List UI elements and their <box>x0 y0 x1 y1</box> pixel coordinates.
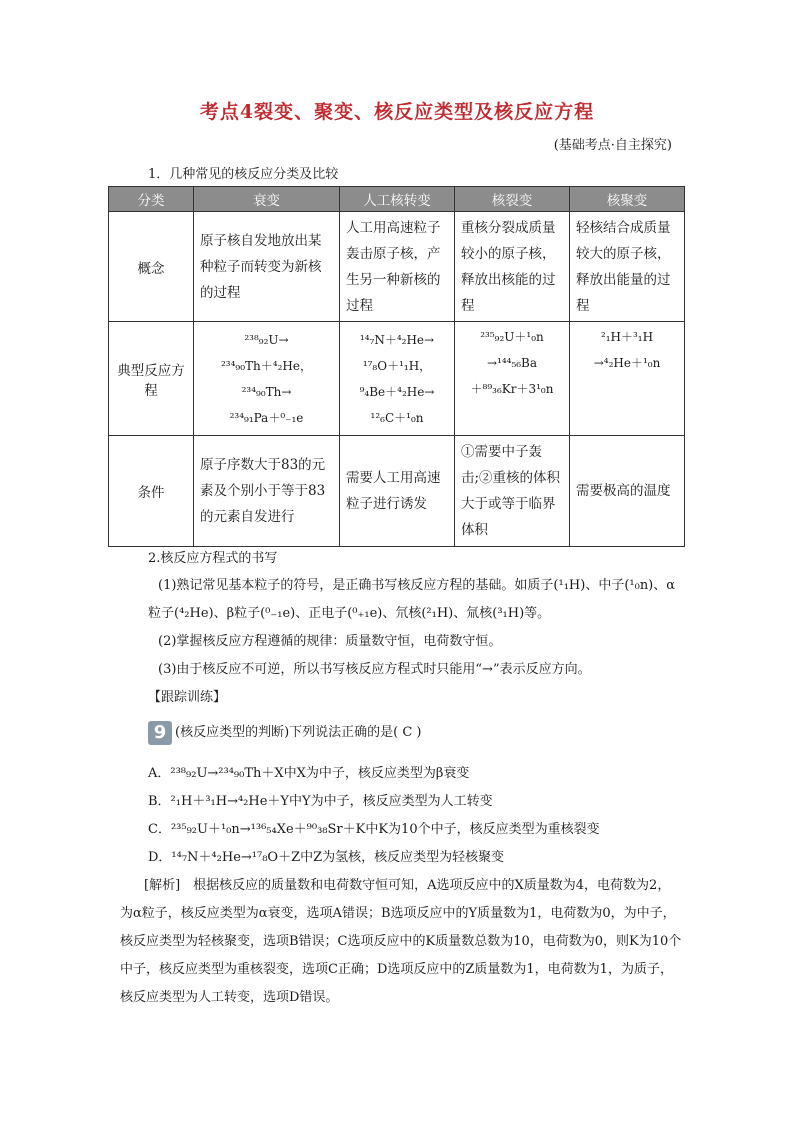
header-category: 分类 <box>109 187 194 212</box>
table-cell: 原子核自发地放出某种粒子而转变为新核的过程 <box>194 212 340 322</box>
section2-paragraph-3: (3)由于核反应不可逆，所以书写核反应方程式时只能用“→”表示反应方向。 <box>158 662 591 677</box>
table-cell: 原子序数大于83的元素及个别小于等于83的元素自发进行 <box>194 436 340 547</box>
equation-line: ¹⁷₈O＋¹₁H， <box>362 358 432 373</box>
table-cell: 重核分裂成质量较小的原子核，释放出核能的过程 <box>455 212 570 322</box>
section2-paragraph-2: (2)掌握核反应方程遵循的规律：质量数守恒，电荷数守恒。 <box>158 634 502 649</box>
equation-line: ²³⁵₉₂U＋¹₀n <box>480 330 544 344</box>
table-row-equations <box>109 322 685 436</box>
equation-line: ²³⁸₉₂U→ <box>244 332 289 347</box>
equation-line: ¹²₆C＋¹₀n <box>370 410 424 425</box>
question-number-badge: 9 <box>148 721 172 745</box>
equation-line: →¹⁴⁴₅₆Ba <box>486 356 538 370</box>
table-cell: 需要极高的温度 <box>570 436 685 547</box>
row-label: 典型反应方程 <box>109 322 194 436</box>
equation-line: ²₁H＋³₁H <box>600 330 654 344</box>
header-artificial: 人工核转变 <box>340 187 455 212</box>
equation-line: →⁴₂He＋¹₀n <box>593 356 661 370</box>
table-row-condition <box>109 436 685 547</box>
option-b: B．²₁H＋³₁H→⁴₂He＋Y中Y为中子，核反应类型为人工转变 <box>148 794 493 809</box>
header-fusion: 核聚变 <box>570 187 685 212</box>
equation-line: ²³⁴₉₀Th＋⁴₂He， <box>221 358 312 373</box>
equation-line: ＋⁸⁹₃₆Kr＋3¹₀n <box>470 382 554 396</box>
header-fission: 核裂变 <box>455 187 570 212</box>
question-stem: (核反应类型的判断)下列说法正确的是( C ) <box>175 725 422 740</box>
row-label: 条件 <box>109 436 194 547</box>
table-row-concept <box>109 212 685 322</box>
table-cell: ①需要中子轰击;②重核的体积大于或等于临界体积 <box>455 436 570 547</box>
equation-cell <box>194 322 340 436</box>
practice-heading: 【跟踪训练】 <box>148 690 227 705</box>
table-cell: 轻核结合成质量较大的原子核，释放出能量的过程 <box>570 212 685 322</box>
equation-cell <box>455 322 570 436</box>
equation-line: ²³⁴₉₁Pa＋⁰₋₁e <box>229 410 304 425</box>
comparison-table <box>108 186 685 547</box>
table-cell: 人工用高速粒子轰击原子核，产生另一种新核的过程 <box>340 212 455 322</box>
option-a: A．²³⁸₉₂U→²³⁴₉₀Th＋X中X为中子，核反应类型为β衰变 <box>148 766 470 781</box>
equation-cell <box>570 322 685 436</box>
equation-line: ²³⁴₉₀Th→ <box>241 384 292 399</box>
section2-paragraph-1: (1)熟记常见基本粒子的符号，是正确书写核反应方程的基础。如质子(¹₁H)、中子(¹₀n)、α粒子(⁴₂He)、β粒子(⁰₋₁e)、正电子(⁰₊₁e)、氘核(²₁H)、氚核(³₁H)等。 <box>148 578 676 621</box>
analysis-paragraph: [解析] 根据核反应的质量数和电荷数守恒可知，A选项反应中的X质量数为4，电荷数为2，为α粒子，核反应类型为α衰变，选项A错误；B选项反应中的Y质量数为1，电荷数为0，为中子，核反应类型为轻核聚变，选项B错误；C选项反应中的K质量数总数为10，电荷数为0，则K为10个中子，核反应类型为重核裂变，选项C正确；D选项反应中的Z质量数为1，电荷数为1，为质子，核反应类型为人工转变，选项D错误。 <box>120 878 682 1005</box>
question-stem-line <box>148 720 422 746</box>
section1-heading: 1．几种常见的核反应分类及比较 <box>148 167 339 182</box>
equation-line: ⁹₄Be＋⁴₂He→ <box>359 384 435 399</box>
section2-heading: 2.核反应方程式的书写 <box>148 551 278 566</box>
option-d: D．¹⁴₇N＋⁴₂He→¹⁷₈O＋Z中Z为氢核，核反应类型为轻核聚变 <box>148 850 505 865</box>
page-title: 考点4裂变、聚变、核反应类型及核反应方程 <box>199 101 595 123</box>
equation-cell <box>340 322 455 436</box>
equation-line: ¹⁴₇N＋⁴₂He→ <box>359 332 435 347</box>
subtitle: (基础考点·自主探究) <box>553 138 672 153</box>
table-header-row <box>109 187 685 212</box>
header-decay: 衰变 <box>194 187 340 212</box>
option-c: C．²³⁵₉₂U＋¹₀n→¹³⁶₅₄Xe＋⁹⁰₃₈Sr＋K中K为10个中子，核反应类型为重核裂变 <box>148 822 600 837</box>
row-label: 概念 <box>109 212 194 322</box>
table-cell: 需要人工用高速粒子进行诱发 <box>340 436 455 547</box>
